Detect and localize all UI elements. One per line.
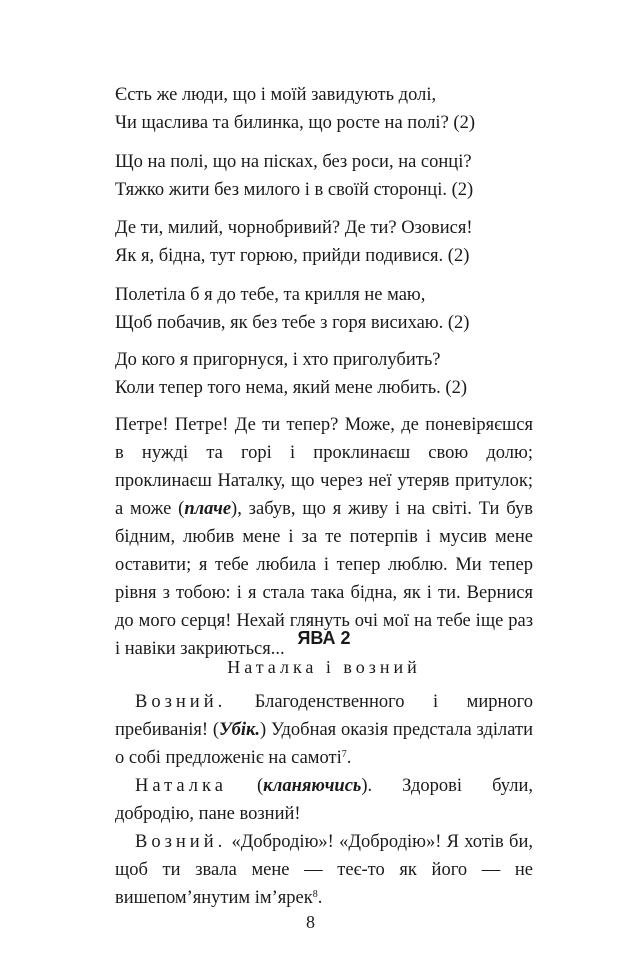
stage-direction: Убік.	[219, 720, 261, 740]
scene-title: ЯВА 2	[297, 628, 351, 648]
scene-characters: Наталка і возний	[227, 657, 421, 677]
poem-line: Щоб побачив, як без тебе з горя висихаю. (2)	[115, 313, 470, 333]
speech-text: ) Удобная оказія предстала зділати о собі предложеніє на самоті	[115, 720, 533, 768]
speech-text: (	[226, 776, 264, 796]
poem-stanza	[115, 281, 555, 337]
page-number: 8	[306, 912, 315, 932]
poem-line: Як я, бідна, тут горюю, прийди подивися. (2)	[115, 246, 470, 266]
poem-stanza	[115, 214, 555, 270]
poem-line: Де ти, милий, чорнобривий? Де ти? Озовися!	[115, 218, 473, 238]
speech-text: .	[346, 748, 352, 768]
poem-line: Чи щаслива та билинка, що росте на полі? (2)	[115, 113, 475, 133]
stage-direction: плаче	[184, 499, 232, 519]
dialogue-line	[115, 828, 533, 912]
footnote-mark: 8	[312, 889, 318, 900]
stage-direction: кланяючись	[263, 776, 362, 796]
speaker-name: Возний.	[135, 692, 227, 712]
poem-line: Коли тепер того нема, який мене любить. (2)	[115, 378, 467, 398]
speech-text: ). Здорові були, добродію, пане возний!	[115, 776, 533, 824]
monologue-text: Петре! Петре! Де ти тепер? Може, де поневіряєшся в нужді та горі і проклинаєш свою долю; проклинаєш Наталку, що через неї утеряв притулок; а може (	[115, 415, 533, 519]
poem-stanza	[115, 148, 555, 204]
speaker-name: Наталка	[135, 776, 227, 796]
dialogue-line	[115, 772, 533, 828]
poem-line: До кого я пригорнуся, і хто приголубить?	[115, 350, 441, 370]
poem-stanza	[115, 346, 555, 402]
speaker-name: Возний.	[135, 832, 227, 852]
poem-line: Що на полі, що на пісках, без роси, на сонці?	[115, 152, 472, 172]
dialogue-line	[115, 688, 533, 772]
footnote-mark: 7	[341, 749, 347, 760]
poem-line: Єсть же люди, що і моїй завидують долі,	[115, 85, 437, 105]
poem-line: Тяжко жити без милого і в своїй сторонці. (2)	[115, 180, 474, 200]
speech-text: «Добродію»! «Добродію»! Я хотів би, щоб ти звала мене — теє-то як його — не вишепом’янутим ім’ярек	[115, 832, 533, 908]
monologue-text: ), забув, що я живу і на світі. Ти був бідним, любив мене і за те потерпів і мусив мене оставити; я тебе любила і тепер люблю. Ми тепер рівня з тобою: і я стала така бідна, як і ти. Вернися до мого серця! Нехай глянуть очі мої на тебе іще раз і навіки закриються...	[115, 499, 533, 659]
speech-text: .	[317, 888, 323, 908]
dialogue	[115, 688, 533, 912]
poem-line: Полетіла б я до тебе, та крилля не маю,	[115, 285, 426, 305]
poem-stanza	[115, 81, 555, 137]
speech-text: Благоденственного і мирного пребиванія! (	[115, 692, 533, 740]
